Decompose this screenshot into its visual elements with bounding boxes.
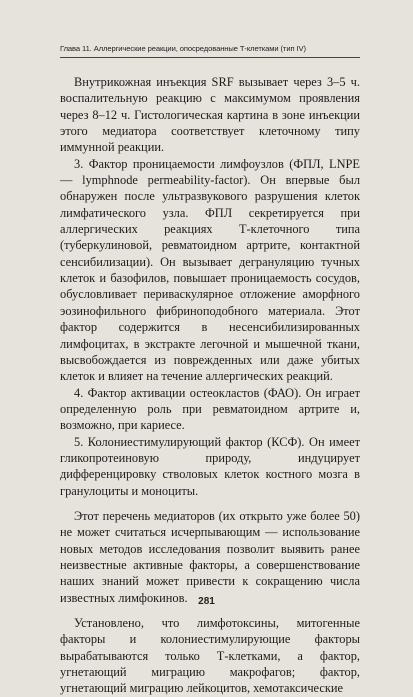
header-rule bbox=[60, 57, 360, 58]
paragraph: Этот перечень медиаторов (их открыто уже более 50) не может считаться исчерпывающим — использование новых методов исследования позволит выявить ранее неизвестные активные факторы, а совершенствование наших знаний может привести к сокращению числа известных лимфокинов. bbox=[60, 508, 360, 605]
page-number: 281 bbox=[198, 596, 215, 607]
paragraph: 3. Фактор проницаемости лимфоузлов (ФПЛ, LNPE — lymphnode permeability-factor). Он впервые был обнаружен после ультразвукового разрушения клеток лимфатического узла. ФПЛ секретируется при аллергических реакциях Т-клеточного типа (туберкулиновой, ревматоидном артрите, контактной сенсибилизации). Он вызывает дегрануляцию тучных клеток и базофилов, повышает проницаемость сосудов, обусловливает периваскулярное отложение аморфного эозинофильного фибриноподобного материала. Этот фактор содержится в несенсибилизированных лимфоцитах, в экстракте легочной и мышечной ткани, высвобождается из поврежденных или даже убитых клеток и влияет на течение аллергических реакций. bbox=[60, 156, 360, 384]
paragraph: Установлено, что лимфотоксины, митогенные факторы и колониестимулирующие факторы вырабатываются только Т-клетками, а фактор, угнетающий миграцию макрофагов; фактор, угнетающий миграцию лейкоцитов, хемотаксические bbox=[60, 616, 360, 696]
paragraph: Внутрикожная инъекция SRF вызывает через 3–5 ч. воспалительную реакцию с максимумом проявления через 8–12 ч. Гистологическая картина в зоне инъекции этого медиатора соответствует клеточному типу иммунной реакции. bbox=[60, 75, 360, 155]
running-head: Глава 11. Аллергические реакции, опосредованные Т-клетками (тип IV) bbox=[60, 44, 306, 53]
paragraph: 5. Колониестимулирующий фактор (КСФ). Он имеет гликопротеиновую природу, индуцирует дифференцировку стволовых клеток костного мозга в гранулоциты и моноциты. bbox=[60, 434, 360, 498]
paragraph: 4. Фактор активации остеокластов (ФАО). Он играет определенную роль при ревматоидном артрите и, возможно, при кариесе. bbox=[60, 385, 360, 433]
